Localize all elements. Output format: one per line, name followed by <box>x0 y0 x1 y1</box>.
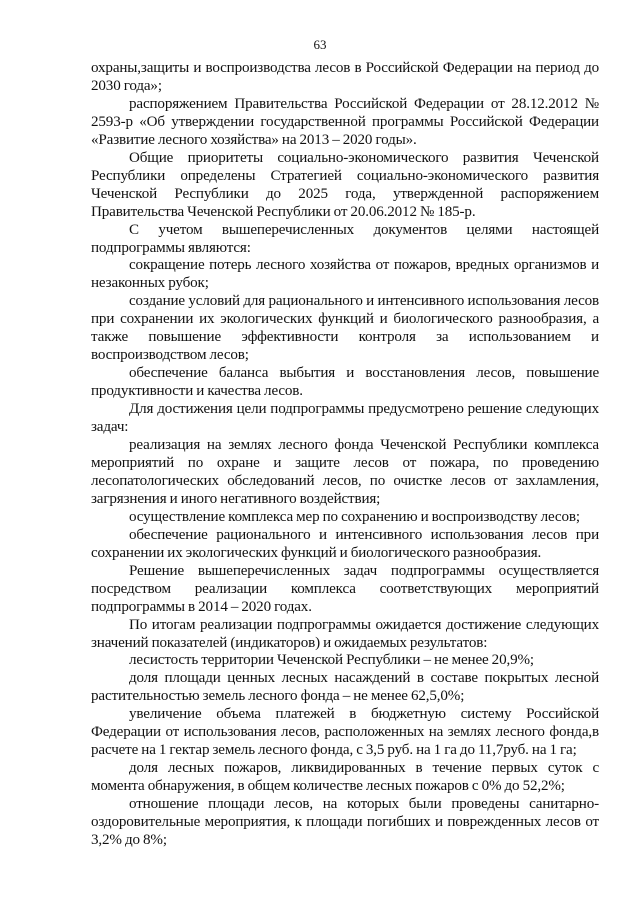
paragraph: обеспечение рационального и интенсивного использования лесов при сохранении их экологических функций и биологического разнообразия. <box>91 526 599 561</box>
paragraph: Общие приоритеты социально-экономического развития Чеченской Республики определены Стратегией социально-экономического развития Чеченской Республики до 2025 года, утвержденной распоряжением Правительства Чеченской Республики от 20.06.2012 № 185-р. <box>91 149 599 220</box>
paragraph: доля лесных пожаров, ликвидированных в течение первых суток с момента обнаружения, в общем количестве лесных пожаров с 0% до 52,2%; <box>91 760 599 795</box>
paragraph: создание условий для рационального и интенсивного использования лесов при сохранении их экологических функций и биологического разнообразия, а также повышение эффективности контроля за использованием и воспроизводством лесов; <box>91 293 599 364</box>
paragraph: осуществление комплекса мер по сохранению и воспроизводству лесов; <box>129 508 580 525</box>
paragraph: Для достижения цели подпрограммы предусмотрено решение следующих задач: <box>91 401 599 436</box>
paragraph: Решение вышеперечисленных задач подпрограммы осуществляется посредством реализации комплекса соответствующих мероприятий подпрограммы в 2014 – 2020 годах. <box>91 562 599 615</box>
page-number: 63 <box>313 37 327 52</box>
document-body <box>91 60 599 850</box>
paragraph: сокращение потерь лесного хозяйства от пожаров, вредных организмов и незаконных рубок; <box>91 257 599 292</box>
paragraph: С учетом вышеперечисленных документов целями настоящей подпрограммы являются: <box>91 221 599 256</box>
paragraph: доля площади ценных лесных насаждений в составе покрытых лесной растительностью земель лесного фонда – не менее 62,5,0%; <box>91 670 599 705</box>
paragraph: лесистость территории Чеченской Республики – не менее 20,9%; <box>129 652 534 669</box>
paragraph: распоряжением Правительства Российской Федерации от 28.12.2012 № 2593-р «Об утверждении государственной программы Российской Федерации «Развитие лесного хозяйства» на 2013 – 2020 годы». <box>91 95 599 148</box>
paragraph: охраны,защиты и воспроизводства лесов в Российской Федерации на период до 2030 года»; <box>91 60 599 94</box>
paragraph: отношение площади лесов, на которых были проведены санитарно-оздоровительные мероприятия, к площади погибших и поврежденных лесов от 3,2% до 8%; <box>91 796 599 848</box>
paragraph: обеспечение баланса выбытия и восстановления лесов, повышение продуктивности и качества лесов. <box>91 365 599 400</box>
paragraph: увеличение объема платежей в бюджетную систему Российской Федерации от использования лесов, расположенных на землях лесного фонда,в расчете на 1 гектар земель лесного фонда, с 3,5 руб. на 1 га до 11,7руб. на 1 га; <box>91 706 599 759</box>
paragraph: реализация на землях лесного фонда Чеченской Республики комплекса мероприятий по охране и защите лесов от пожара, по проведению лесопатологических обследований лесов, по очистке лесов от захламления, загрязнения и иного негативного воздействия; <box>91 437 599 507</box>
paragraph: По итогам реализации подпрограммы ожидается достижение следующих значений показателей (индикаторов) и ожидаемых результатов: <box>91 616 599 651</box>
